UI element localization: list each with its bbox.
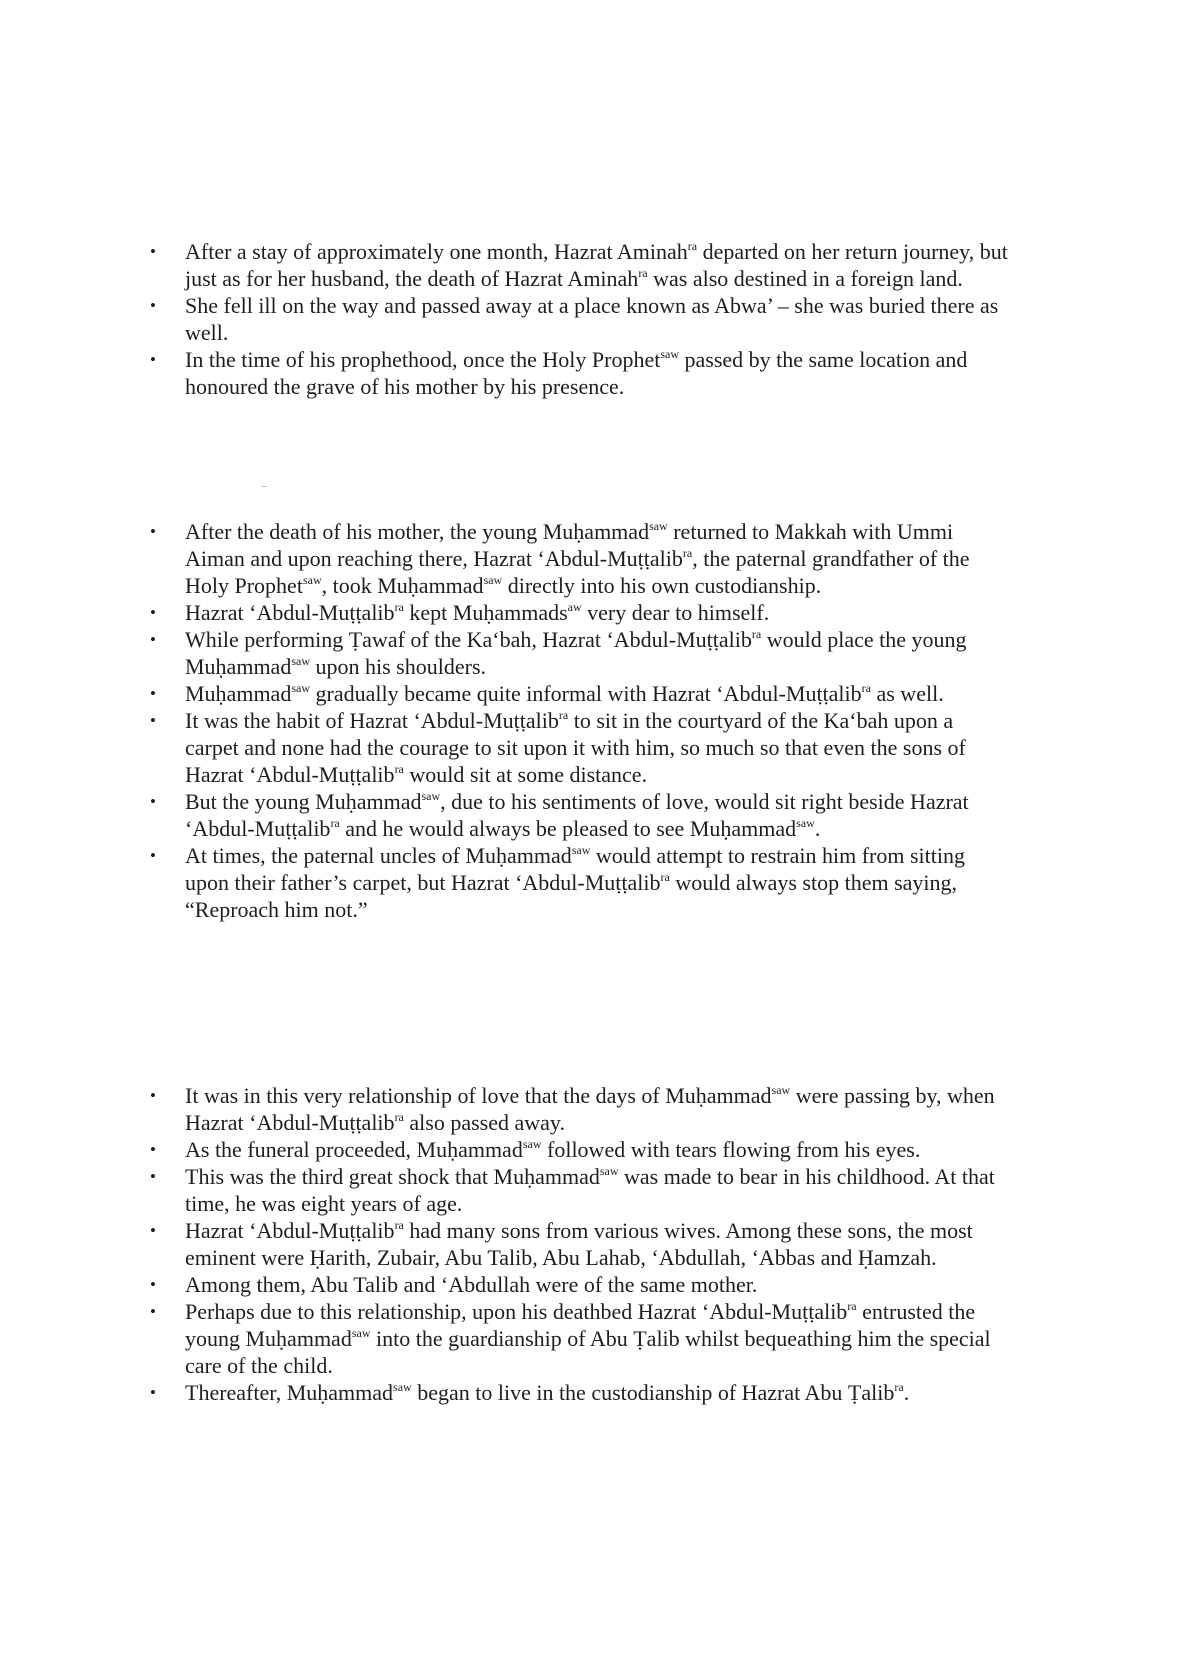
bullet-icon: • [150, 1302, 156, 1321]
bullet-icon: • [150, 792, 156, 811]
list-item [148, 346, 1008, 400]
list-item-text: Hazrat ‘Abdul-Muṭṭalib$^{ra}$ kept Muḥammads$^{aw}$ very dear to himself. [185, 599, 770, 625]
list-item-text: While performing Ṭawaf of the Ka‘bah, Hazrat ‘Abdul-Muṭṭalib$^{ra}$ would place the young Muḥammad$^{saw}$ upon his shoulders. [185, 626, 967, 679]
list-item-text: Perhaps due to this relationship, upon his deathbed Hazrat ‘Abdul-Muṭṭalib$^{ra}$ entrusted the young Muḥammad$^{saw}$ into the guardianship of Abu Ṭalib whilst bequeathing him the special care of the child. [185, 1298, 991, 1378]
bullet-icon: • [150, 603, 156, 622]
section-aminah-death [148, 238, 1008, 400]
section-abdul-muttalib-death [148, 1082, 1008, 1406]
list-item-text: In the time of his prophethood, once the Holy Prophet$^{saw}$ passed by the same location and honoured the grave of his mother by his presence. [185, 346, 968, 399]
bullet-icon: • [150, 1167, 156, 1186]
list-item [148, 1271, 1008, 1298]
bullet-list [148, 1082, 1008, 1406]
bullet-icon: • [150, 522, 156, 541]
list-item [148, 1136, 1008, 1163]
bullet-list [148, 518, 1008, 923]
list-item-text: It was the habit of Hazrat ‘Abdul-Muṭṭalib$^{ra}$ to sit in the courtyard of the Ka‘bah upon a carpet and none had the courage to sit upon it with him, so much so that even the sons of Hazrat ‘Abdul-Muṭṭalib$^{ra}$ would sit at some distance. [185, 707, 966, 787]
list-item-text: Thereafter, Muḥammad$^{saw}$ began to live in the custodianship of Hazrat Abu Ṭalib$^{ra}$. [185, 1379, 910, 1405]
bullet-icon: • [150, 242, 156, 261]
list-item-text: After a stay of approximately one month, Hazrat Aminah$^{ra}$ departed on her return journey, but just as for her husband, the death of Hazrat Aminah$^{ra}$ was also destined in a foreign land. [185, 238, 1008, 291]
list-item [148, 518, 1008, 599]
list-item-text: She fell ill on the way and passed away at a place known as Abwa’ – she was buried there as well. [185, 293, 999, 345]
list-item-text: Hazrat ‘Abdul-Muṭṭalib$^{ra}$ had many sons from various wives. Among these sons, the most eminent were Ḥarith, Zubair, Abu Talib, Abu Lahab, ‘Abdullah, ‘Abbas and Ḥamzah. [185, 1217, 973, 1270]
bullet-icon: • [150, 1086, 156, 1105]
list-item-text: Among them, Abu Talib and ‘Abdullah were of the same mother. [185, 1272, 758, 1297]
list-item-text: It was in this very relationship of love that the days of Muḥammad$^{saw}$ were passing by, when Hazrat ‘Abdul-Muṭṭalib$^{ra}$ also passed away. [185, 1082, 995, 1135]
bullet-icon: • [150, 1383, 156, 1402]
list-item [148, 1082, 1008, 1136]
bullet-list [148, 238, 1008, 400]
scan-mark [262, 486, 267, 487]
list-item-text: As the funeral proceeded, Muḥammad$^{saw}$ followed with tears flowing from his eyes. [185, 1136, 921, 1162]
list-item [148, 238, 1008, 292]
bullet-icon: • [150, 711, 156, 730]
list-item [148, 1217, 1008, 1271]
list-item [148, 599, 1008, 626]
bullet-icon: • [150, 296, 156, 315]
section-abdul-muttalib-custody [148, 518, 1008, 923]
list-item [148, 842, 1008, 923]
bullet-icon: • [150, 1275, 156, 1294]
list-item [148, 788, 1008, 842]
list-item [148, 680, 1008, 707]
list-item [148, 1298, 1008, 1379]
list-item [148, 626, 1008, 680]
list-item [148, 1163, 1008, 1217]
bullet-icon: • [150, 684, 156, 703]
list-item-text: Muḥammad$^{saw}$ gradually became quite informal with Hazrat ‘Abdul-Muṭṭalib$^{ra}$ as well. [185, 680, 944, 706]
list-item [148, 1379, 1008, 1406]
bullet-icon: • [150, 1140, 156, 1159]
list-item-text: This was the third great shock that Muḥammad$^{saw}$ was made to bear in his childhood. At that time, he was eight years of age. [185, 1163, 995, 1216]
list-item [148, 292, 1008, 346]
bullet-icon: • [150, 630, 156, 649]
bullet-icon: • [150, 1221, 156, 1240]
list-item [148, 707, 1008, 788]
bullet-icon: • [150, 846, 156, 865]
list-item-text: But the young Muḥammad$^{saw}$, due to his sentiments of love, would sit right beside Hazrat ‘Abdul-Muṭṭalib$^{ra}$ and he would always be pleased to see Muḥammad$^{saw}$. [185, 788, 969, 841]
list-item-text: At times, the paternal uncles of Muḥammad$^{saw}$ would attempt to restrain him from sitting upon their father’s carpet, but Hazrat ‘Abdul-Muṭṭalib$^{ra}$ would always stop them saying, “Reproach him not.” [185, 842, 965, 922]
list-item-text: After the death of his mother, the young Muḥammad$^{saw}$ returned to Makkah with Ummi Aiman and upon reaching there, Hazrat ‘Abdul-Muṭṭalib$^{ra}$, the paternal grandfather of the Holy Prophet$^{saw}$, took Muḥammad$^{saw}$ directly into his own custodianship. [185, 518, 970, 598]
bullet-icon: • [150, 350, 156, 369]
